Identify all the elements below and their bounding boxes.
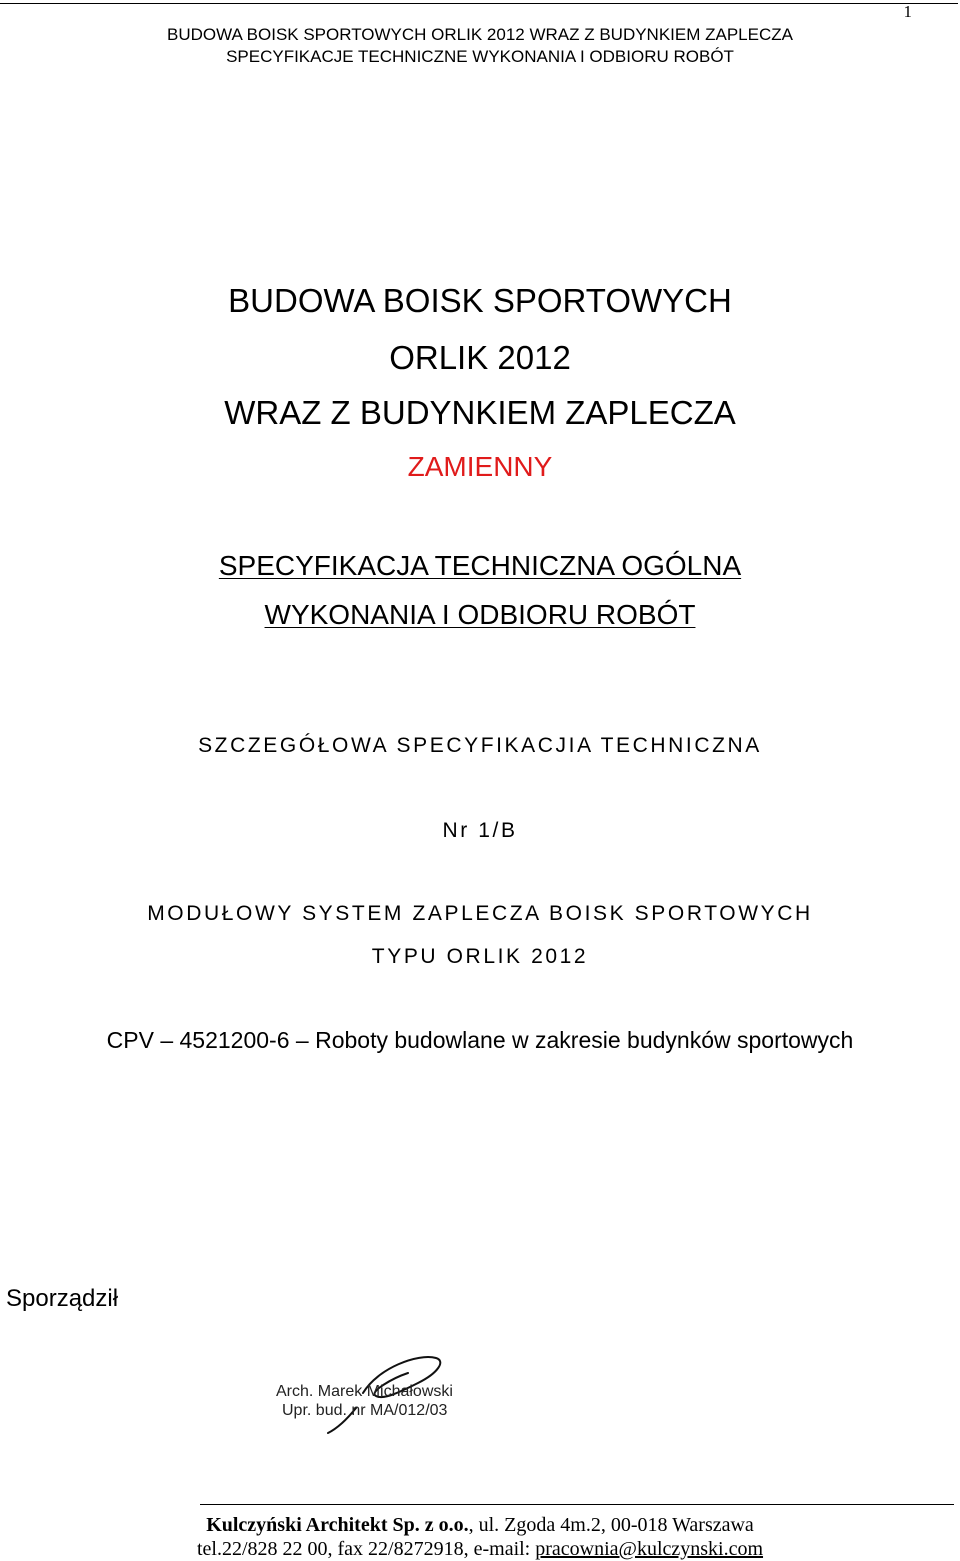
- footer-email-link[interactable]: pracownia@kulczynski.com: [535, 1538, 764, 1560]
- title-line-1: BUDOWA BOISK SPORTOWYCH: [228, 282, 732, 319]
- signature-stamp: [268, 1348, 468, 1443]
- prepared-by-label: Sporządził: [6, 1285, 119, 1312]
- spec-general-line-1: SPECYFIKACJA TECHNICZNA OGÓLNA: [218, 550, 742, 581]
- footer-rule: [200, 1504, 954, 1505]
- footer-line-2: [100, 1538, 860, 1561]
- header-top-rule: [0, 3, 958, 4]
- title-line-2: ORLIK 2012: [389, 339, 571, 376]
- footer-contact: tel.22/828 22 00, fax 22/8272918, e-mail:: [196, 1538, 536, 1560]
- page-number: 1: [903, 2, 912, 21]
- spec-general-line-2: WYKONANIA I ODBIORU ROBÓT: [264, 599, 696, 630]
- footer-company: Kulczyński Architekt Sp. z o.o.: [206, 1514, 469, 1536]
- spec-number: Nr 1/B: [442, 819, 518, 842]
- spec-detail-heading: SZCZEGÓŁOWA SPECYFIKACJIA TECHNICZNA: [198, 734, 762, 757]
- stamp-line-1: Arch. Marek Michałowski: [276, 1383, 453, 1400]
- replacement-label: ZAMIENNY: [407, 451, 553, 482]
- title-line-3: WRAZ Z BUDYNKIEM ZAPLECZA: [224, 394, 736, 431]
- spec-subject-line-2: TYPU ORLIK 2012: [371, 945, 589, 968]
- running-header-line-1: BUDOWA BOISK SPORTOWYCH ORLIK 2012 WRAZ Z BUDYNKIEM ZAPLECZA: [167, 25, 793, 44]
- footer-line-1: [100, 1514, 860, 1537]
- running-header-line-2: SPECYFIKACJE TECHNICZNE WYKONANIA I ODBIORU ROBÓT: [226, 47, 734, 66]
- handwritten-signature: [268, 1348, 468, 1443]
- spec-subject-line-1: MODUŁOWY SYSTEM ZAPLECZA BOISK SPORTOWYCH: [147, 902, 813, 925]
- stamp-line-2: Upr. bud. nr MA/012/03: [282, 1402, 448, 1419]
- cpv-code-line: CPV – 4521200-6 – Roboty budowlane w zakresie budynków sportowych: [106, 1027, 854, 1053]
- footer-address: , ul. Zgoda 4m.2, 00-018 Warszawa: [468, 1514, 754, 1536]
